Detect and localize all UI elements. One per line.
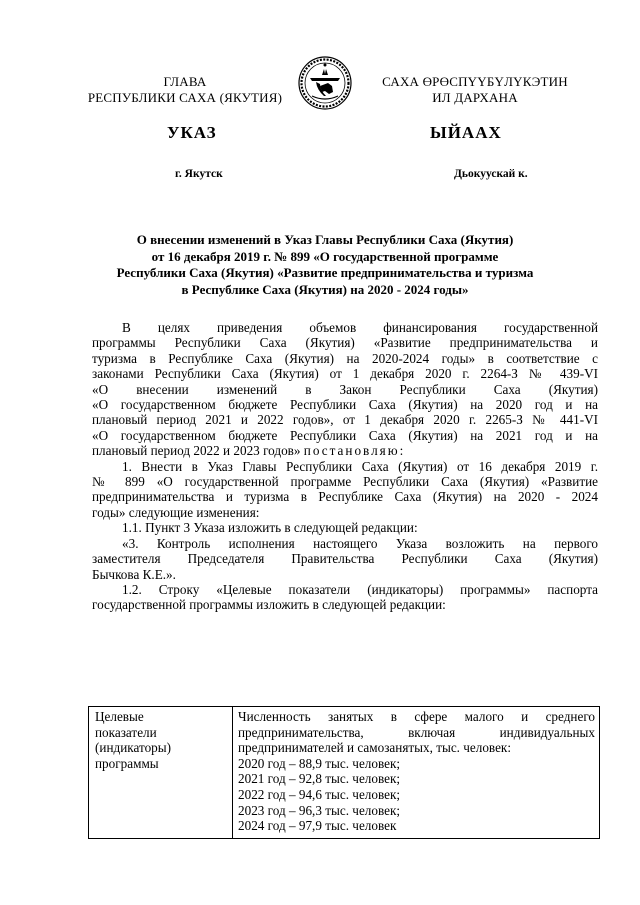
cell-line: программы bbox=[95, 755, 159, 771]
decree-title-yakut: ЫЙААХ bbox=[430, 123, 502, 142]
table-cell-label bbox=[89, 707, 233, 839]
body-line: «О государственном бюджете Республики Саха (Якутия) на 2020 год и на bbox=[92, 397, 598, 413]
body-line: предпринимательства и туризма в Республике Саха (Якутия) на 2020 - 2024 bbox=[92, 489, 598, 505]
intro-paragraph bbox=[92, 320, 598, 459]
body-line: заместителя Председателя Правительства Республики Саха (Якутия) bbox=[92, 551, 598, 567]
cell-line: 2024 год – 97,9 тыс. человек bbox=[238, 818, 397, 834]
cell-line: 2023 год – 96,3 тыс. человек; bbox=[238, 802, 401, 818]
table-row bbox=[89, 707, 600, 839]
decree-word: постановляю: bbox=[303, 443, 406, 459]
body-line: В целях приведения объемов финансирования государственной bbox=[122, 320, 598, 335]
item-1-2-paragraph bbox=[92, 582, 598, 613]
quote-paragraph bbox=[92, 536, 598, 582]
body-line: Бычкова К.Е.». bbox=[92, 566, 176, 582]
cell-line: 2021 год – 92,8 тыс. человек; bbox=[238, 771, 401, 787]
body-line: «3. Контроль исполнения настоящего Указа возложить на первого bbox=[122, 535, 598, 551]
cell-line: (индикаторы) bbox=[95, 740, 172, 756]
header-left bbox=[80, 74, 290, 106]
body-line: плановый период 2022 и 2023 годов» bbox=[92, 443, 301, 459]
header-right-line2: ИЛ ДАРХАНА bbox=[432, 90, 518, 105]
cell-line: Целевые bbox=[95, 709, 144, 724]
cell-line: показатели bbox=[95, 724, 157, 740]
header-left-line1: ГЛАВА bbox=[163, 74, 207, 89]
body-line-last bbox=[92, 443, 598, 458]
body-line: 1. Внести в Указ Главы Республики Саха (Якутия) от 16 декабря 2019 г. bbox=[122, 458, 598, 474]
table-cell-values bbox=[233, 707, 600, 839]
body-line: плановый период 2021 и 2022 годов», от 1 декабря 2020 г. 2265-З № 441-VI bbox=[92, 412, 598, 428]
body-line: «О государственном бюджете Республики Саха (Якутия) на 2021 год и на bbox=[92, 427, 598, 443]
indicators-table bbox=[88, 706, 600, 839]
cell-line: предпринимателей и самозанятых, тыс. человек: bbox=[238, 740, 511, 756]
subject-line: от 16 декабря 2019 г. № 899 «О государственной программе bbox=[151, 248, 499, 264]
subject-line: Республики Саха (Якутия) «Развитие предпринимательства и туризма bbox=[116, 265, 534, 280]
header-right-line1: САХА ӨРӨСПҮҮБҮЛҮКЭТИН bbox=[382, 74, 568, 89]
body-line: № 899 «О государственной программе Республики Саха (Якутия) «Развитие bbox=[92, 474, 598, 490]
item-1-1-paragraph bbox=[92, 520, 598, 535]
body-line: 1.1. Пункт 3 Указа изложить в следующей редакции: bbox=[122, 520, 418, 536]
decree-body bbox=[92, 320, 598, 613]
cell-line: 2020 год – 88,9 тыс. человек; bbox=[238, 755, 401, 771]
cell-line: предпринимательства, включая индивидуальных bbox=[238, 724, 595, 740]
body-line: «О внесении изменений в Закон Республики Саха (Якутия) bbox=[92, 381, 598, 397]
header-right bbox=[360, 74, 590, 106]
body-line: программы Республики Саха (Якутия) «Развитие предпринимательства и bbox=[92, 335, 598, 351]
item-1-paragraph bbox=[92, 459, 598, 521]
body-line: государственной программы изложить в следующей редакции: bbox=[92, 597, 446, 613]
city-russian: г. Якутск bbox=[175, 168, 223, 180]
cell-line: 2022 год – 94,6 тыс. человек; bbox=[238, 786, 401, 802]
coat-of-arms-emblem bbox=[298, 56, 352, 110]
decree-subject bbox=[90, 232, 560, 298]
body-line: туризма в Республике Саха (Якутия) на 2020-2024 годы» в соответствие с bbox=[92, 350, 598, 366]
subject-line: О внесении изменений в Указ Главы Республики Саха (Якутия) bbox=[136, 232, 514, 247]
body-line: годы» следующие изменения: bbox=[92, 504, 260, 520]
subject-line: в Республике Саха (Якутия) на 2020 - 2024 годы» bbox=[181, 281, 469, 297]
header-left-line2: РЕСПУБЛИКИ САХА (ЯКУТИЯ) bbox=[87, 90, 283, 105]
city-yakut: Дьокуускай к. bbox=[454, 168, 528, 180]
body-line: законами Республики Саха (Якутия) от 1 декабря 2020 г. 2264-З № 439-VI bbox=[92, 366, 598, 382]
body-line: 1.2. Строку «Целевые показатели (индикаторы) программы» паспорта bbox=[122, 581, 598, 597]
cell-line: Численность занятых в сфере малого и среднего bbox=[238, 709, 595, 724]
decree-title-russian: УКАЗ bbox=[167, 123, 217, 142]
